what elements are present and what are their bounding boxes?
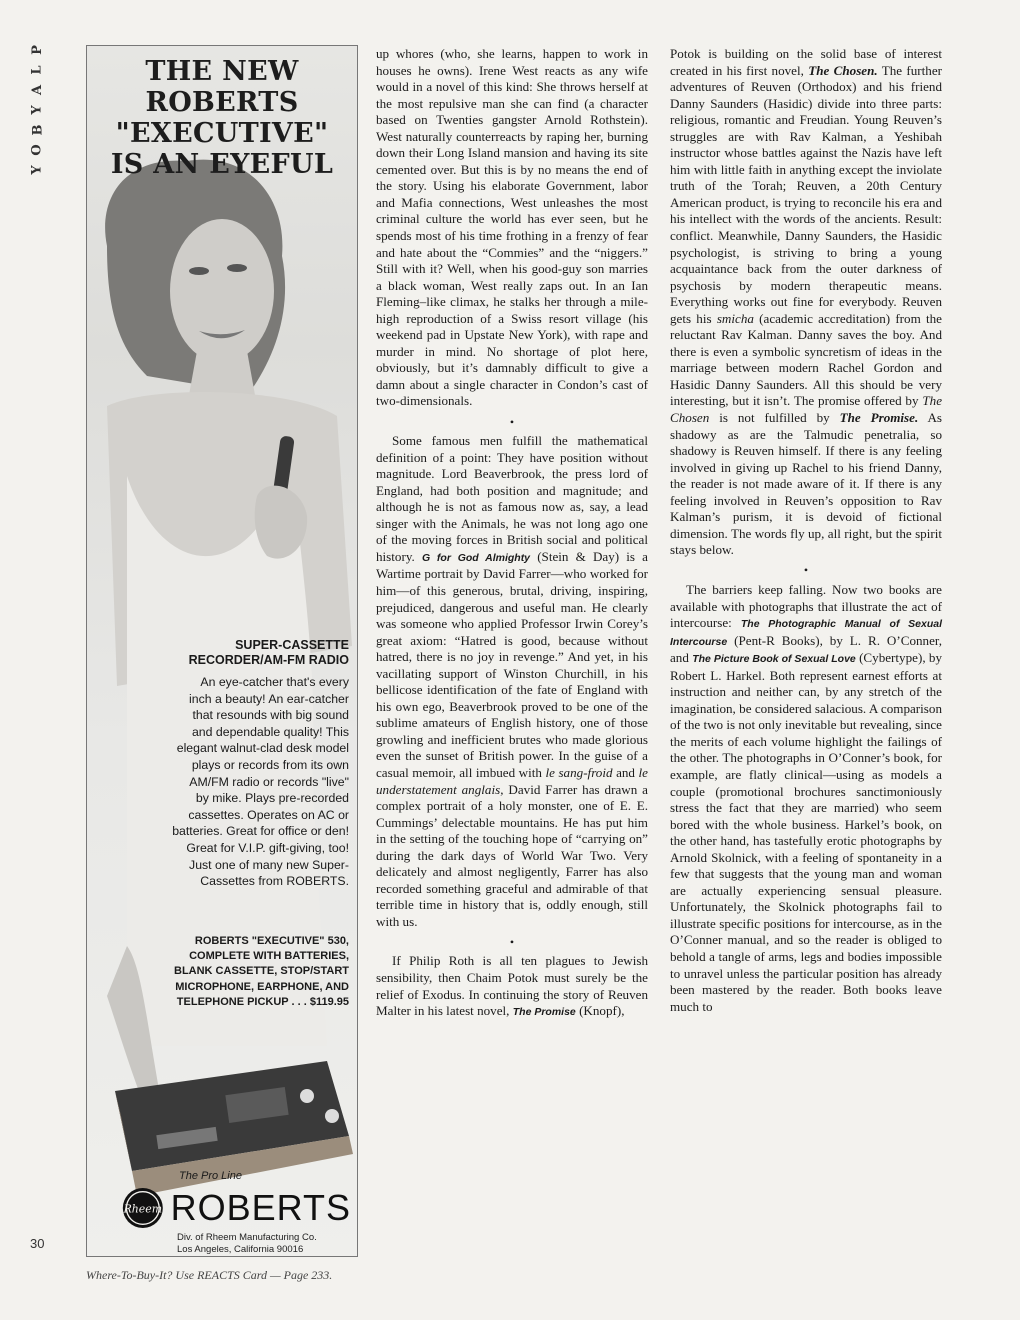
book-title: The Chosen xyxy=(670,393,942,426)
book-title: The Promise xyxy=(512,1006,576,1019)
running-head-letter: B xyxy=(30,124,45,136)
paragraph: If Philip Roth is all ten plagues to Jewish sensibility, then Chaim Potok must surely be the relief of Exodus. In continuing the story of Reuven Malter in his latest novel, The Promise (Knopf), xyxy=(376,953,648,1019)
page-number: 30 xyxy=(30,1236,45,1251)
pro-line-tagline: The Pro Line xyxy=(179,1170,242,1182)
headline-line-4: IS AN EYEFUL xyxy=(110,149,334,180)
book-title: The Photographic Manual of Sexual Intercourse xyxy=(670,618,943,648)
paragraph: up whores (who, she learns, happen to work in houses he owns). Irene West reacts as any wife would in a novel of this kind: She throws herself at the most repulsive man she can find (a character based on Twenties gangster Arnold Rothstein). West naturally counterreacts by raping her, burning down their Long Island mansion and having its site cemented over. But this is by no means the end of the story. Using his elaborate Government, labor and Mafia connections, West unleashes the most criminal culture the world has ever seen, but he spends most of his time frothing in a frenzy of fear and hate about the “Commies” and the “niggers.” Still with it? Well, when his good-guy son marries a black woman, West really zaps out. In an Ian Fleming–like climax, he stalks her through a mile-high reproduction of a Swiss resort village (his weekend pad in Upstate New York), with rape and murder in mind. No shortage of plot here, obviously, but it’s damnably difficult to give a damn about a single character in Condon’s cast of two-dimensionals. xyxy=(376,46,648,409)
book-title: The Chosen. xyxy=(808,62,878,78)
headline-line-1: THE NEW xyxy=(145,56,299,87)
headline-line-3: "EXECUTIVE" xyxy=(115,118,329,149)
roberts-logo-block xyxy=(121,1170,351,1256)
section-dot: • xyxy=(509,414,515,429)
book-title: The Picture Book of Sexual Love xyxy=(692,653,856,666)
footer-reader-service-note: Where-To-Buy-It? Use REACTS Card — Page 233. xyxy=(86,1268,333,1282)
section-dot: • xyxy=(803,563,809,578)
running-head-letter: A xyxy=(30,84,45,96)
article-column-2 xyxy=(670,46,942,1015)
rheem-logo-icon xyxy=(121,1184,165,1232)
paragraph: Potok is building on the solid base of interest created in his first novel, The Chosen. The further adventures of Reuven (Orthodox) and his friend Danny Saunders (Hasidic) divide into three parts: religious, romantic and Freudian. Young Reuven’s struggles are with Rav Kalman, a Yeshibah instructor whose battles against the Nazis have left him with little faith in anything except the inviolate truth of the Torah; Reuven, a 20th Century American product, is trying to reconcile his era and his intellect with the words of the ancients. Result: conflict. Meanwhile, Danny Saunders, the Hasidic psychologist, is striving to bring a young acquaintance back from the outer darkness of psychosis by modern therapeutic means. Everything works out fine for everybody. Reuven gets his smicha (academic accreditation) from the reluctant Rav Kalman. Danny saves the boy. And there is even a symbolic syncretism of ideas in the marriage between modern Rachel Gordon and Hasidic Danny Saunders. All this should be very interesting, but it isn’t. The promise offered by The Chosen is not fulfilled by The Promise. As shadowy as are the Talmudic penetralia, so shadowy is Reuven himself. If there is any feeling involved in giving up Rachel to his friend Danny, the reader is not made aware of it. If there is any feeling involved in Reuven’s opposition to Rav Kalman’s purism, it is devoid of fictional dimension. The words fly up, all right, but the spirit stays below. xyxy=(670,46,942,558)
article-column-1 xyxy=(376,46,648,1021)
company-address: Div. of Rheem Manufacturing Co. Los Angeles, California 90016 xyxy=(177,1232,317,1255)
running-head xyxy=(26,40,50,180)
running-head-letter: O xyxy=(29,144,45,156)
running-head-letter: L xyxy=(29,65,45,75)
paragraph: Some famous men fulfill the mathematical definition of a point: They have position without magnitude. Lord Beaverbrook, the press lord of England, had both position and magnitude; and although he is not as famous now as, say, a lead singer with the Animals, he was not long ago one of the moving forces in British social and political history. G for God Almighty (Stein & Day) is a Wartime portrait by David Farrer—who worked for him—of this generous, brutal, driving, inspiring, prejudiced, dangerous and useful man. He clearly was someone who applied Professor Irwin Corey’s great axiom: “Hatred is good, because without hatred, there is no joy in revenge.” And yet, in his vacillating support of Winston Churchill, in his bellicose identification of the fate of England with his own ego, Beaverbrook proved to be one of the sublime amateurs of English history, one of those growling and inefficient brutes who made glorious even the sunset of British power. In the guise of a casual memoir, all imbued with le sang-froid and le understatement anglais, David Farrer has drawn a complex portrait of a holy monster, one of E. E. Cummings’ delectable mountains. He has put him in the setting of the touching hope of “carrying on” during the dark days of World War Two. Very delicately and almost negligently, Farrer has also recorded something graceful and admirable of that terrible time in history that is, oddly enough, still with us. xyxy=(376,433,648,929)
rheem-logo-text: Rheem xyxy=(123,1202,163,1216)
roberts-brand: ROBERTS xyxy=(170,1187,351,1228)
paragraph: The barriers keep falling. Now two books are available with photographs that illustrate the act of intercourse: The Photographic Manual of Sexual Intercourse (Pent-R Books), by L. R. O’Conner, and The Picture Book of Sexual Love (Cybertype), by Robert L. Harkel. Both represent earnest efforts at instruction and neither can, by any stretch of the imagination, be considered salacious. A comparison of the two is not only inevitable but revealing, since the merits of each volume highlight the failings of the other. The photographs in O’Conner’s book, for example, are flatly clinical—using as models a couple (promotional brochures sanctimoniously stress the fact that they are married) who seem bored with the whole business. Harkel’s book, on the other hand, has tastefully erotic photographs by Arnold Skolnick, with a feeling of spontaneity in a few that suggests that the young man and woman are actually experiencing sensual pleasure. Unfortunately, the Skolnick photographs fail to illustrate specific positions for intercourse, as in the O’Conner manual, and so the reader is obliged to behold a tangle of arms, legs and bodies impossible to unravel unless the particular position has already been mastered by the reader. Both books leave much to xyxy=(670,581,943,1014)
ad-subhead: SUPER-CASSETTE RECORDER/AM-FM RADIO xyxy=(188,638,349,667)
ad-specs-price: ROBERTS "EXECUTIVE" 530, COMPLETE WITH BATTERIES, BLANK CASSETTE, STOP/START MICROPHONE, EARPHONE, AND TELEPHONE PICKUP . . . $119.95 xyxy=(174,935,349,1008)
running-head-letter: Y xyxy=(30,105,45,115)
book-title: The Promise. xyxy=(839,410,919,426)
ad-copy xyxy=(159,638,349,890)
running-head-letter: P xyxy=(30,45,45,55)
ad-body: An eye-catcher that's every inch a beauty! An ear-catcher that resounds with big sound and dependable quality! This elegant walnut-clad desk model plays or records from its own AM/FM radio or records "live" by mike. Plays pre-recorded cassettes. Operates on AC or batteries. Great for office or den! Great for V.I.P. gift-giving, too! Just one of many new Super- Cassettes from ROBERTS. xyxy=(172,675,349,889)
roberts-advertisement xyxy=(86,45,358,1257)
running-head-letter: Y xyxy=(30,165,45,175)
ad-headline xyxy=(87,56,357,180)
section-dot: • xyxy=(509,934,515,949)
book-title: G for God Almighty xyxy=(421,551,531,564)
headline-line-2: ROBERTS xyxy=(145,87,299,118)
